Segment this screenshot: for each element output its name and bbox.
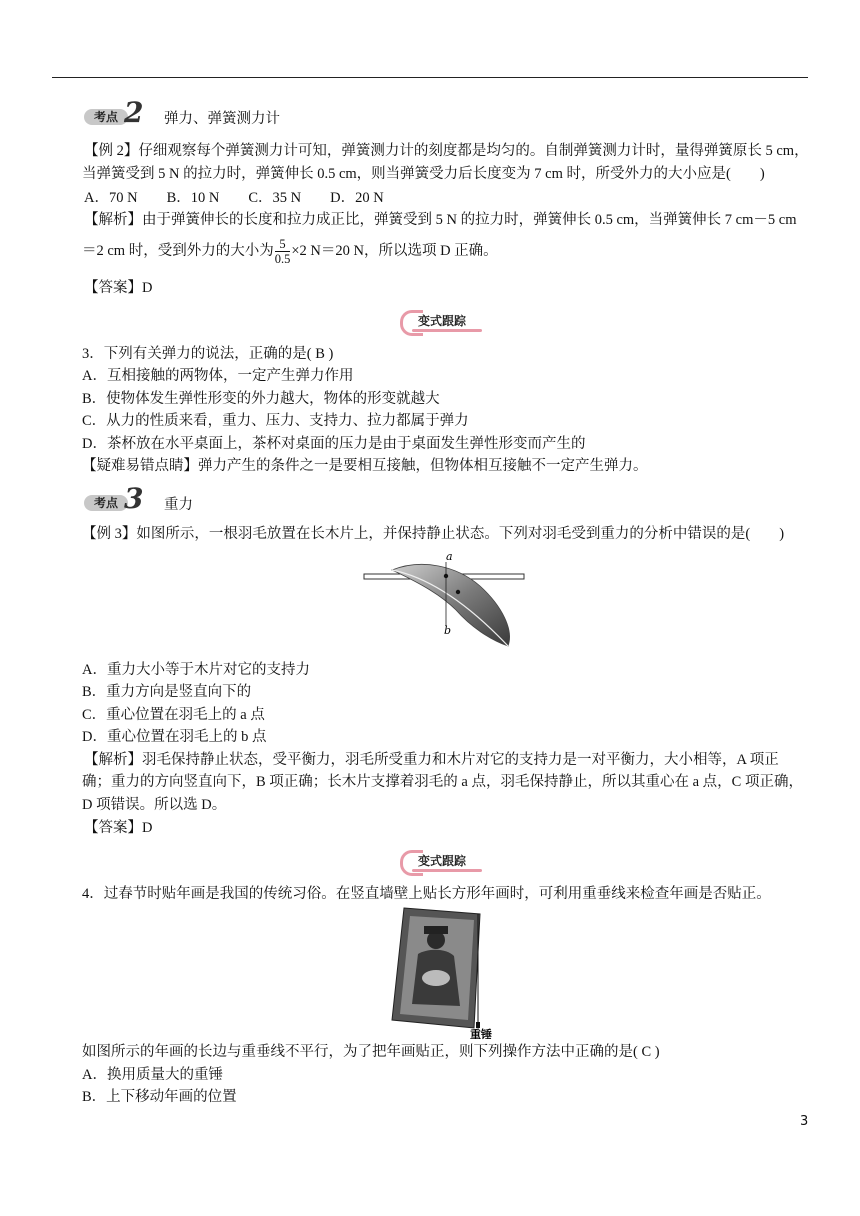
analysis-line-formula	[82, 236, 498, 266]
banner-label: 变式跟踪	[418, 854, 467, 868]
option-a: A．互相接触的两物体，一定产生弹力作用	[82, 368, 354, 384]
figure-hat	[424, 926, 448, 934]
option-c: C．从力的性质来看，重力、压力、支持力、拉力都属于弹力	[82, 413, 469, 429]
label-b: b	[444, 624, 452, 637]
section-heading-3	[84, 482, 193, 515]
tip-note: 【疑难易错点睛】弹力产生的条件之一是要相互接触，但物体相互接触不一定产生弹力。	[82, 458, 648, 474]
option-d: D．茶杯放在水平桌面上，茶杯对桌面的压力是由于桌面发生弹性形变而产生的	[82, 436, 586, 452]
analysis-line: 【解析】羽毛保持静止状态，受平衡力，羽毛所受重力和木片对它的支持力是一对平衡力，大小相等，A 项正	[84, 752, 779, 768]
fraction-numerator: 5	[275, 237, 291, 252]
example-question: 【例 3】如图所示，一根羽毛放置在长木片上，并保持静止状态。下列对羽毛受到重力的分析中错误的是( )	[82, 526, 785, 542]
analysis-line: D 项错误。所以选 D。	[82, 797, 227, 813]
section-number: 3	[124, 482, 144, 515]
feather-figure	[362, 548, 528, 652]
point-a	[444, 574, 448, 578]
section-badge	[84, 482, 144, 515]
section-number: 2	[124, 96, 144, 129]
header-rule	[52, 77, 808, 78]
banner-underline	[412, 869, 482, 872]
option-b: B．使物体发生弹性形变的外力越大，物体的形变就越大	[82, 391, 440, 407]
option-b: B．重力方向是竖直向下的	[82, 684, 252, 700]
section-badge	[84, 96, 144, 129]
option-a: A．换用质量大的重锤	[82, 1067, 223, 1083]
analysis-line: 确；重力的方向竖直向下，B 项正确；长木片支撑着羽毛的 a 点，羽毛保持静止，所以其重心在 a 点，C 项正确，	[82, 774, 803, 790]
option-d: D．重心位置在羽毛上的 b 点	[82, 729, 267, 745]
variant-tracking-banner	[400, 310, 488, 332]
figure-ingot	[422, 970, 450, 986]
example-options: A．70 N B．10 N C．35 N D．20 N	[84, 190, 384, 206]
section-title: 弹力、弹簧测力计	[164, 110, 280, 127]
analysis-line: 【解析】由于弹簧伸长的长度和拉力成正比，弹簧受到 5 N 的拉力时，弹簧伸长 0.5 cm，当弹簧伸长 7 cm－5 cm	[84, 212, 797, 228]
section-badge-label: 考点	[84, 109, 128, 125]
variant-tracking-banner	[400, 850, 488, 872]
option-c: C．重心位置在羽毛上的 a 点	[82, 707, 265, 723]
fraction-denominator: 0.5	[274, 252, 291, 267]
analysis-text: ×2 N＝20 N，所以选项 D 正确。	[291, 243, 498, 259]
option-a: A．重力大小等于木片对它的支持力	[82, 662, 310, 678]
answer: 【答案】D	[84, 280, 153, 296]
example-question-line: 当弹簧受到 5 N 的拉力时，弹簧伸长 0.5 cm，则当弹簧受力后长度变为 7 cm 时，所受外力的大小应是( )	[82, 166, 765, 182]
section-badge-label: 考点	[84, 495, 128, 511]
new-year-picture-figure	[388, 906, 498, 1040]
plumb-label: 重锤	[470, 1028, 492, 1040]
question-stem: 3．下列有关弹力的说法，正确的是( B )	[82, 346, 334, 362]
fraction	[275, 237, 291, 266]
question-text: 如图所示的年画的长边与重垂线不平行，为了把年画贴正，则下列操作方法中正确的是( C )	[82, 1044, 660, 1060]
section-title: 重力	[164, 496, 193, 513]
banner-underline	[412, 329, 482, 332]
banner-label: 变式跟踪	[418, 314, 467, 328]
example-question-line: 【例 2】仔细观察每个弹簧测力计可知，弹簧测力计的刻度都是均匀的。自制弹簧测力计时，量得弹簧原长 5 cm，	[84, 143, 809, 159]
point-b	[456, 590, 460, 594]
label-a: a	[446, 550, 453, 563]
question-stem: 4．过春节时贴年画是我国的传统习俗。在竖直墙壁上贴长方形年画时，可利用重垂线来检查年画是否贴正。	[82, 886, 771, 902]
page-number: 3	[800, 1114, 809, 1129]
section-heading-2	[84, 96, 280, 129]
analysis-text: ＝2 cm 时，受到外力的大小为	[82, 243, 274, 259]
option-b: B．上下移动年画的位置	[82, 1089, 237, 1105]
answer: 【答案】D	[84, 820, 153, 836]
